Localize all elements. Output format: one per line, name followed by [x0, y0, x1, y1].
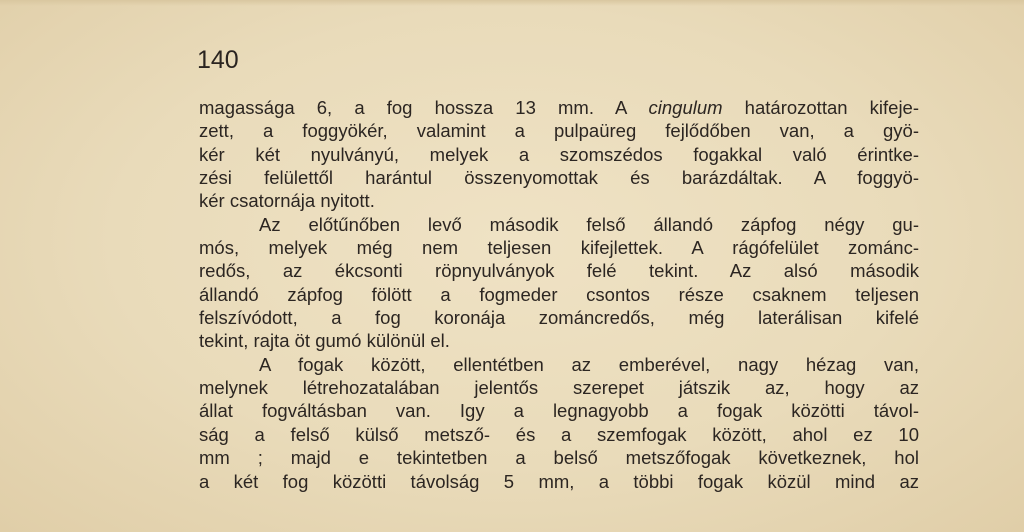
text-line-3: kér két nyulványú, melyek a szomszédos fogakkal való érintke- — [199, 143, 919, 165]
text-line-13: melynek létrehozatalában jelentős szerepet játszik az, hogy az — [199, 377, 919, 399]
text-line-8: redős, az ékcsonti röpnyulványok felé tekint. Az alsó második — [199, 260, 919, 282]
text-line-4: zési felülettől harántul összenyomottak és barázdáltak. A foggyö- — [199, 167, 919, 189]
text-line-9: állandó zápfog fölött a fogmeder csontos része csaknem teljesen — [199, 283, 919, 305]
text-line-11: tekint, rajta öt gumó különül el. — [199, 330, 450, 352]
text-line-1: magassága 6, a fog hossza 13 mm. A cingulum határozottan kifeje- — [199, 97, 919, 118]
text-line-17: a két fog közötti távolság 5 mm, a többi fogak közül mind az — [199, 470, 919, 492]
text-line-12: A fogak között, ellentétben az emberével, nagy hézag van, — [259, 353, 919, 375]
text-line-6: Az előtűnőben levő második felső állandó zápfog négy gu- — [259, 213, 919, 235]
text-line-15: ság a felső külső metsző- és a szemfogak között, ahol ez 10 — [199, 423, 919, 445]
text-line-10: felszívódott, a fog koronája zománcredős, még laterálisan kifelé — [199, 307, 919, 329]
body-text — [199, 96, 919, 493]
page-number: 140 — [197, 46, 239, 74]
text-line-2: zett, a foggyökér, valamint a pulpaüreg fejlődőben van, a gyö- — [199, 120, 919, 142]
text-line-16: mm ; majd e tekintetben a belső metszőfogak következnek, hol — [199, 447, 919, 469]
text-line-5: kér csatornája nyitott. — [199, 190, 375, 212]
text-line-14: állat fogváltásban van. Igy a legnagyobb a fogak közötti távol- — [199, 400, 919, 422]
text-line-7: mós, melyek még nem teljesen kifejlettek. A rágófelület zománc- — [199, 237, 919, 259]
italic-term: cingulum — [648, 97, 723, 118]
page-edge-shadow — [0, 0, 1024, 6]
